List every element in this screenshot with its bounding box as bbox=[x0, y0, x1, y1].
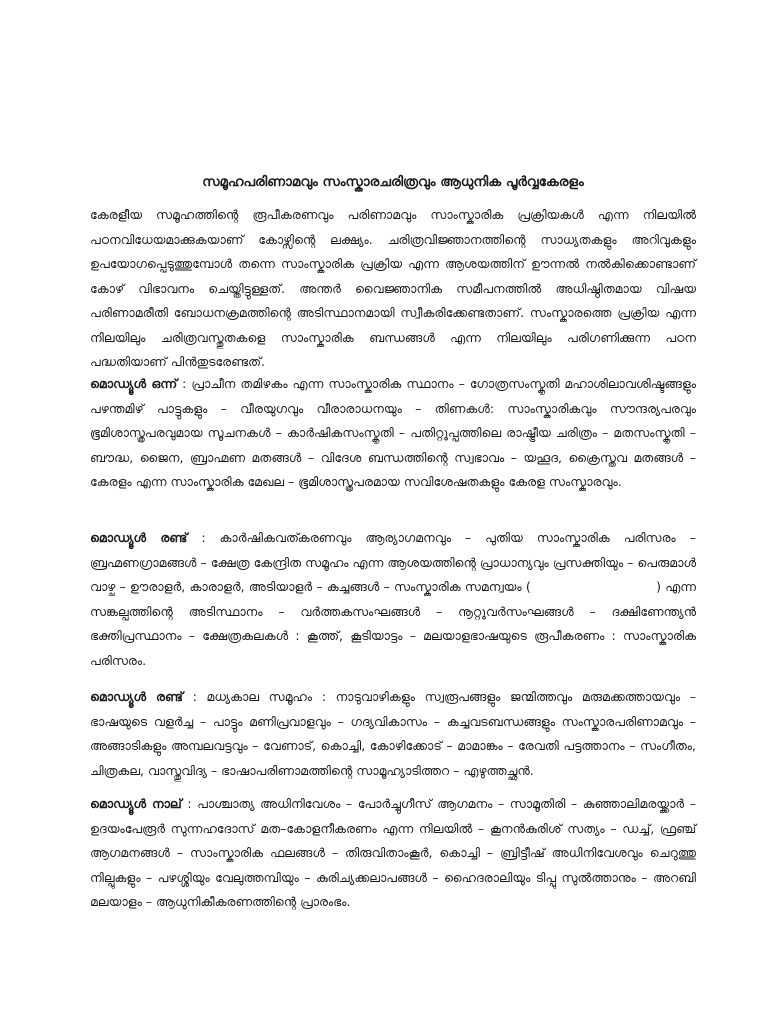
module-1-separator: : bbox=[177, 376, 192, 391]
module-2-paragraph bbox=[90, 526, 700, 673]
module-3-section bbox=[90, 685, 696, 783]
module-2-body: കാർഷികവത്കരണവും ആര്യാഗമനവും – പുതിയ സാംസ്കാരിക പരിസരം – ബ്രഹ്മണഗ്രാമങ്ങൾ – ക്ഷേത്ര കേന്ദ്രിത സമൂഹം എന്ന ആശയത്തിന്റെ പ്രാധാന്യവും പ്രസക്തിയും – പെരുമാൾ വാഴ്ച – ഊരാളർ, കാരാളർ, അടിയാളർ – കച്ചങ്ങൾ – സംസ്കാരിക സമന്വയം ( ) എന്ന സങ്കല്പത്തിന്റെ അടിസ്ഥാനം – വർത്തകസംഘങ്ങൾ – നൂറ്റുവർസംഘങ്ങൾ – ദക്ഷിണേന്ത്യൻ ഭക്തിപ്രസ്ഥാനം – ക്ഷേത്രകലകൾ : കൂത്ത്, കൂടിയാട്ടം – മലയാളഭാഷയുടെ രൂപീകരണം : സാംസ്കാരിക പരിസരം. bbox=[90, 530, 700, 668]
module-4-paragraph bbox=[90, 792, 696, 915]
module-1-section bbox=[90, 372, 696, 495]
intro-section bbox=[90, 203, 696, 375]
module-4-heading: മൊഡ്യൂൾ നാല് bbox=[90, 796, 182, 811]
module-2-heading: മൊഡ്യൂൾ രണ്ട് bbox=[90, 530, 188, 545]
module-2-section bbox=[90, 526, 700, 673]
module-3-paragraph bbox=[90, 685, 696, 783]
module-3-separator: : bbox=[183, 689, 207, 704]
module-4-separator: : bbox=[181, 796, 198, 811]
module-4-body: പാശ്ചാത്യ അധിനിവേശം – പോർച്ചുഗീസ് ആഗമനം – സാമൂതിരി – കുഞ്ഞാലിമരയ്ക്കാർ – ഉദയംപേരൂർ സുന്നഹദോസ് മത–കോളനീകരണം എന്ന നിലയിൽ – കൂനൻകുരിശ് സത്യം – ഡച്ച്, ഫ്രഞ്ച് ആഗമനങ്ങൾ – സാംസ്കാരിക ഫലങ്ങൾ – തിരുവിതാംകൂർ, കൊച്ചി – ബ്രിട്ടീഷ് അധിനിവേശവും ചെറുത്തു നില്പുകളും – പഴശ്ശിയും വേലുത്തമ്പിയും – കുരിച്യക്കലാപങ്ങൾ – ഹൈദരാലിയും ടിപ്പു സുൽത്താനും – അറബി മലയാളം – ആധുനികീകരണത്തിന്റെ പ്രാരംഭം. bbox=[90, 796, 697, 909]
module-3-body: മധ്യകാല സമൂഹം : നാടുവാഴികളും സ്വരൂപങ്ങളും ജന്മിത്തവും മരുമക്കത്തായവും – ഭാഷയുടെ വളർച്ച – പാട്ടും മണിപ്രവാളവും – ഗദ്യവികാസം – കച്ചവടബന്ധങ്ങളും സംസ്കാരപരിണാമവും – അങ്ങാടികളും അമ്പലവട്ടവും – വേണാട്, കൊച്ചി, കോഴിക്കോട് – മാമാങ്കം – രേവതി പട്ടത്താനം – സംഗീതം, ചിത്രകല, വാസ്തുവിദ്യ – ഭാഷാപരിണാമത്തിന്റെ സാമൂഹ്യാടിത്തറ – എഴുത്തച്ഛൻ. bbox=[90, 689, 696, 778]
module-3-heading: മൊഡ്യൂൾ രണ്ട് bbox=[90, 689, 183, 704]
module-1-paragraph bbox=[90, 372, 696, 495]
module-4-section bbox=[90, 792, 696, 915]
module-2-separator: : bbox=[187, 530, 220, 545]
document-title: സമൂഹപരിണാമവും സംസ്കാരചരിത്രവും ആധുനിക പൂർവ്വകേരളം bbox=[202, 174, 584, 190]
intro-paragraph: കേരളീയ സമൂഹത്തിന്റെ രൂപീകരണവും പരിണാമവും സാംസ്കാരിക പ്രക്രിയകൾ എന്ന നിലയിൽ പഠനവിധേയമാക്കുകയാണ് കോഴ്സിന്റെ ലക്ഷ്യം. ചരിത്രവിജ്ഞാനത്തിന്റെ സാധ്യതകളും അറിവുകളും ഉപയോഗപ്പെടുത്തുമ്പോൾ തന്നെ സാംസ്കാരിക പ്രക്രിയ എന്ന ആശയത്തിന് ഊന്നൽ നൽകിക്കൊണ്ടാണ് കോഴ് വിഭാവനം ചെയ്തിട്ടുള്ളത്. അന്തർ വൈജ്ഞാനിക സമീപനത്തിൽ അധിഷ്ഠിതമായ വിഷയ പരിണാമരീതി ബോധനക്രമത്തിന്റെ അടിസ്ഥാനമായി സ്വീകരിക്കേണ്ടതാണ്. സംസ്കാരത്തെ പ്രക്രിയ എന്ന നിലയിലും ചരിത്രവസ്തുതകളെ സാംസ്കാരിക ബന്ധങ്ങൾ എന്ന നിലയിലും പരിഗണിക്കുന്ന പഠന പദ്ധതിയാണ് പിൻതുടരേണ്ടത്. bbox=[90, 207, 696, 369]
module-1-heading: മൊഡ്യൂൾ ഒന്ന് bbox=[90, 376, 178, 391]
document-page bbox=[90, 0, 700, 1024]
module-1-body: പ്രാചീന തമിഴകം എന്ന സാംസ്കാരിക സ്ഥാനം – ഗോത്രസംസ്കൃതി മഹാശിലാവശിഷ്ടങ്ങളും പഴന്തമിഴ് പാട്ടുകളും – വീരയുഗവും വീരാരാധനയും – തിണകൾ: സാംസ്കാരികവും സൗന്ദര്യപരവും ഭൂമിശാസ്ത്രപരവുമായ സൂചനകൾ – കാർഷികസംസ്കൃതി – പതിറ്റുപ്പത്തിലെ രാഷ്ട്രീയ ചരിത്രം – മതസംസ്കൃതി – ബൗദ്ധ, ജൈന, ബ്രാഹ്മണ മതങ്ങൾ – വിദേശ ബന്ധത്തിന്റെ സ്വഭാവം – യഹൂദ, ക്രൈസ്തവ മതങ്ങൾ – കേരളം എന്ന സാംസ്കാരിക മേഖല – ഭൂമിശാസ്ത്രപരമായ സവിശേഷതകളും കേരള സംസ്കാരവും. bbox=[90, 376, 696, 489]
